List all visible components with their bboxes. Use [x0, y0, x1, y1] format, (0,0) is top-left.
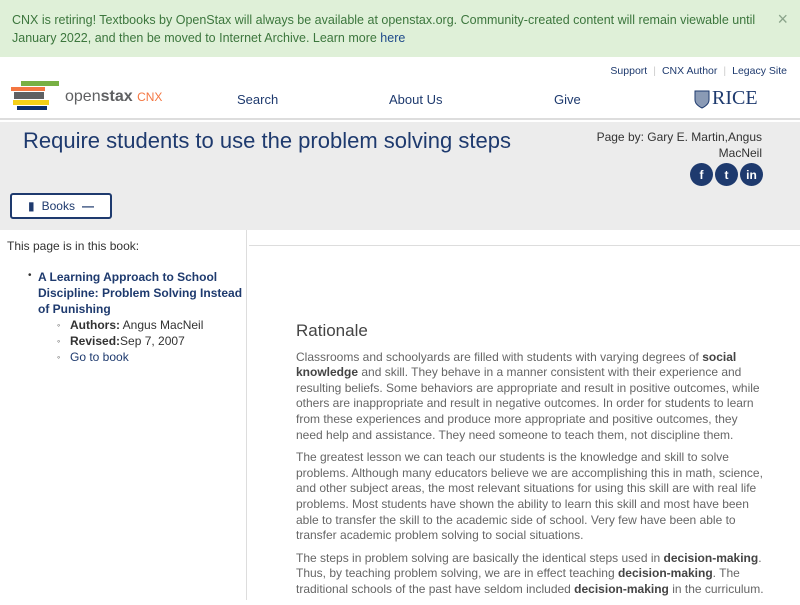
- book-icon: ▮: [28, 199, 35, 213]
- paragraph: [296, 450, 766, 544]
- site-header: [0, 57, 800, 120]
- retirement-banner: [0, 0, 800, 57]
- paragraph: [296, 551, 766, 598]
- facebook-icon[interactable]: f: [690, 163, 713, 186]
- paragraph: [296, 350, 766, 444]
- book-details: [57, 317, 203, 365]
- revised-value: Sep 7, 2007: [120, 334, 185, 348]
- text-segment: Classrooms and schoolyards are filled with students with varying degrees of: [296, 349, 703, 364]
- book-sidebar: [0, 230, 247, 600]
- bold-term: social knowledge: [296, 349, 737, 380]
- page-title: Require students to use the problem solving steps: [23, 128, 511, 153]
- close-icon[interactable]: ×: [777, 9, 788, 29]
- go-to-book-link[interactable]: Go to book: [70, 350, 129, 364]
- text-segment: and skill. They behave in a manner consistent with their experience and resulting beliefs. Some behaviors are appropriate and result in positive outcomes, while others are inappropriate and result in negative outcomes. In order for students to learn from these experiences and produce more appropriate and positive outcomes, they need help and assistance. They need someone to teach them, not discipline them.: [296, 365, 760, 442]
- bold-term: decision-making: [617, 566, 713, 581]
- rice-shield-icon: [694, 89, 710, 109]
- bold-term: decision-making: [663, 550, 759, 565]
- rice-text: RICE: [712, 87, 758, 109]
- books-toggle-button[interactable]: [10, 193, 112, 219]
- rice-logo[interactable]: [694, 87, 758, 110]
- divider: [249, 245, 800, 246]
- legacy-site-link[interactable]: Legacy Site: [732, 65, 787, 77]
- bold-term: decision-making: [574, 581, 669, 596]
- authors-label: Authors:: [70, 318, 120, 332]
- paragraphs: [296, 350, 766, 598]
- book-title-link[interactable]: A Learning Approach to School Discipline: Problem Solving Instead of Punishing: [38, 270, 243, 316]
- revised-label: Revised:: [70, 334, 121, 348]
- sidebar-intro: This page is in this book:: [7, 239, 140, 253]
- nav-search[interactable]: Search: [237, 92, 279, 107]
- banner-text: CNX is retiring! Textbooks by OpenStax will always be available at openstax.org. Community-created content will remain viewable until January 2022, and then be moved to Internet Archive. Learn more: [12, 13, 756, 45]
- learn-more-link[interactable]: here: [380, 31, 406, 45]
- section-heading: Rationale: [296, 321, 368, 340]
- openstax-cnx-logo[interactable]: [11, 81, 181, 111]
- logo-stax: stax: [100, 88, 133, 105]
- nav-give[interactable]: Give: [554, 92, 581, 107]
- books-stack-icon: [11, 81, 61, 113]
- text-segment: The greatest lesson we can teach our students is the knowledge and skill to solve problems. Although many educators believe we are accomplishing this in math, science, and other subject areas, the most relevant situations for using this skill are with real life problems. Most students have shown the ability to learn this skill and most have been able to transfer the skill to the academic side of school. Very few have been able to transfer academic problem solving to social situations.: [296, 450, 763, 543]
- support-link[interactable]: Support: [610, 65, 648, 77]
- books-label: Books: [41, 199, 75, 213]
- text-segment: in the curriculum.: [668, 581, 764, 596]
- bullet-icon: •: [28, 270, 32, 281]
- cnx-author-link[interactable]: CNX Author: [661, 65, 718, 77]
- minus-icon: —: [81, 199, 94, 213]
- nav-about-us[interactable]: About Us: [389, 92, 443, 107]
- authors-value: Angus MacNeil: [120, 318, 204, 332]
- logo-cnx: CNX: [137, 90, 163, 104]
- main-content: [296, 323, 766, 605]
- linkedin-icon[interactable]: in: [740, 163, 763, 186]
- logo-open: open: [65, 88, 101, 105]
- top-links: Support | CNX Author | Legacy Site: [607, 65, 790, 77]
- text-segment: . The traditional schools of the past have seldom included: [296, 566, 740, 596]
- text-segment: The steps in problem solving are basically the identical steps used in: [296, 550, 664, 565]
- social-share: [690, 163, 763, 186]
- text-segment: . Thus, by teaching problem solving, we are in effect teaching: [296, 550, 762, 581]
- page-byline: Page by: Gary E. Martin,Angus MacNeil: [596, 130, 762, 160]
- twitter-icon[interactable]: t: [715, 163, 738, 186]
